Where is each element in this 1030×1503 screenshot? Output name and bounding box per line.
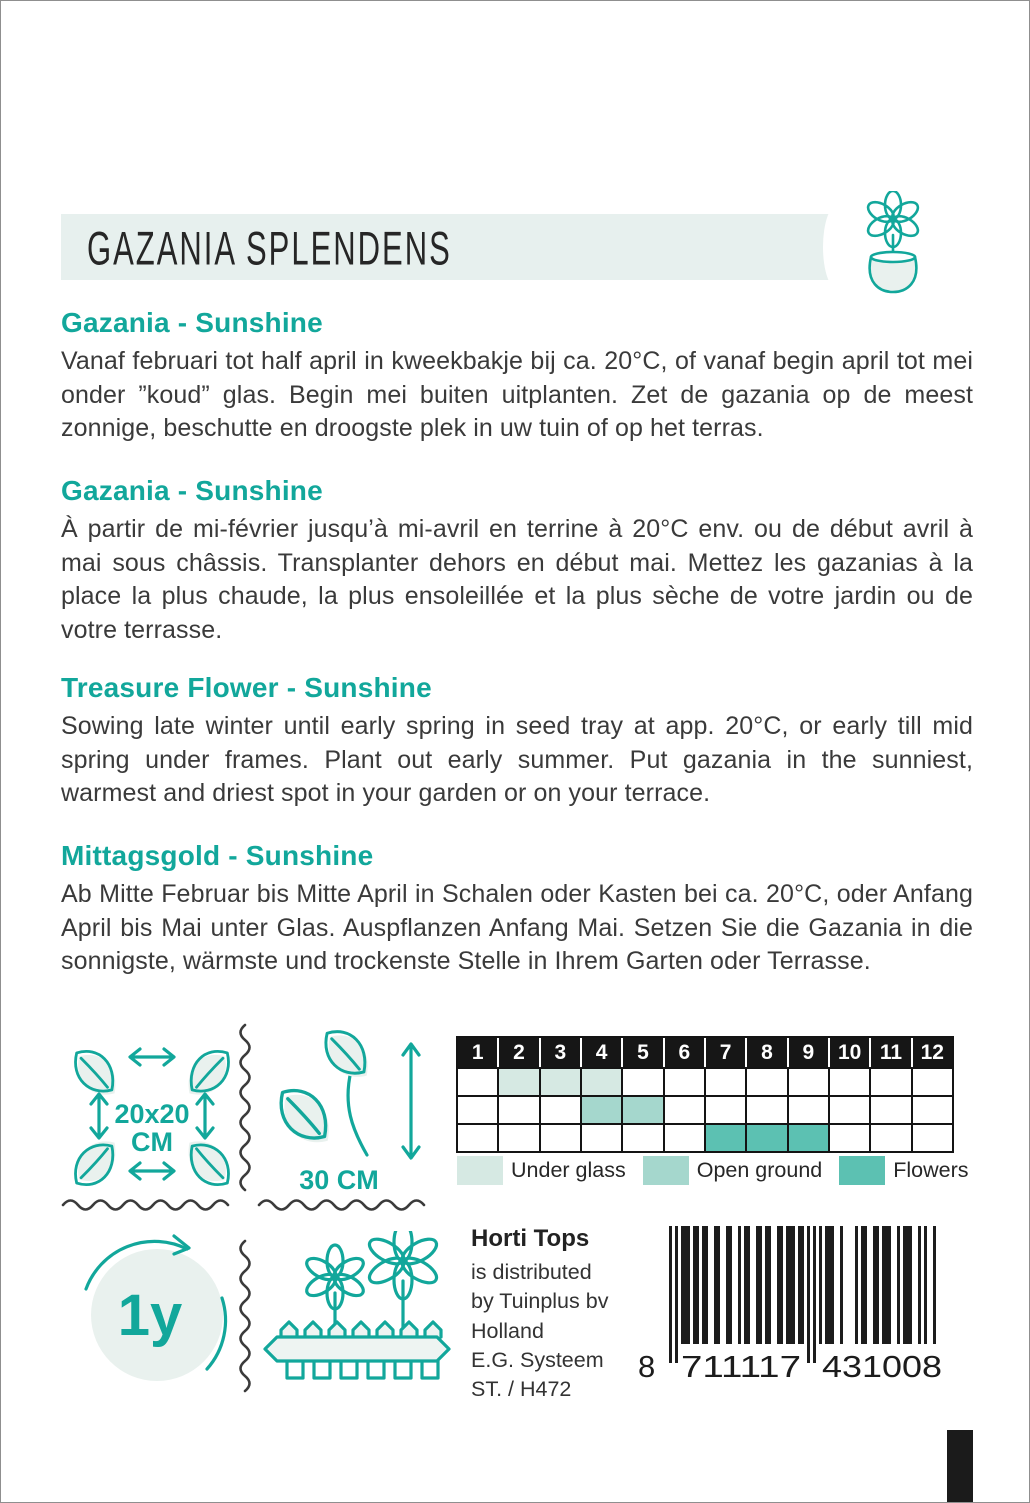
plant-spacing-icon (59, 1023, 245, 1195)
distributor-line: Holland (471, 1318, 544, 1343)
flowers-swatch (839, 1156, 885, 1185)
calendar-cell (621, 1125, 662, 1151)
legend-label: Open ground (696, 1158, 823, 1182)
section-fr (61, 475, 973, 647)
page-title: GAZANIA SPLENDENS (87, 222, 452, 276)
section-heading: Treasure Flower - Sunshine (61, 672, 432, 703)
legend-label: Flowers (893, 1158, 969, 1182)
calendar-cell (704, 1069, 745, 1095)
ean13-barcode (636, 1223, 966, 1385)
distributor-name: Horti Tops (471, 1225, 590, 1252)
calendar-cell (869, 1125, 910, 1151)
calendar-cell (539, 1069, 580, 1095)
month-header-cell: 3 (539, 1038, 580, 1067)
calendar-cell (828, 1125, 869, 1151)
month-header-cell: 12 (911, 1038, 952, 1067)
section-heading: Gazania - Sunshine (61, 475, 323, 506)
calendar-cell (580, 1125, 621, 1151)
open-ground-swatch (643, 1156, 689, 1185)
distributor-line: ST. / H472 (471, 1377, 572, 1402)
wavy-divider (237, 1023, 253, 1195)
section-nl (61, 307, 973, 446)
month-header-cell: 7 (704, 1038, 745, 1067)
distributor-line: E.G. Systeem (471, 1347, 604, 1372)
calendar-cell (787, 1069, 828, 1095)
calendar-cell (704, 1125, 745, 1151)
lifecycle-value-label: 1y (117, 1283, 183, 1348)
wavy-divider (237, 1239, 253, 1399)
distributor-line: by Tuinplus bv (471, 1289, 609, 1314)
svg-text:711117: 711117 (681, 1349, 801, 1384)
calendar-cell (580, 1069, 621, 1095)
section-de (61, 840, 973, 979)
calendar-cell (745, 1069, 786, 1095)
section-body: Ab Mitte Februar bis Mitte April in Schalen oder Kasten bei ca. 20°C, oder Anfang April bis Mai unter Glas. Auspflanzen Anfang Mai. Setzen Sie die Gazania in die sonnigste, wärmste und trockenste Stelle in Ihrem Garten oder Terrasse. (61, 880, 973, 975)
calendar-cell (621, 1069, 662, 1095)
month-header-cell: 10 (828, 1038, 869, 1067)
calendar-cell (663, 1097, 704, 1123)
calendar-cell (663, 1125, 704, 1151)
section-body: Vanaf februari tot half april in kweekbakje bij ca. 20°C, of vanaf begin april tot mei onder ”koud” glas. Begin mei buiten uitplanten. Zet de gazania op de meest zonnige, beschutte en droogste plek in uw tuin of op het terras. (61, 347, 973, 442)
month-header-cell: 5 (621, 1038, 662, 1067)
calendar-cell (704, 1097, 745, 1123)
month-header-cell: 9 (787, 1038, 828, 1067)
calendar-cell (911, 1069, 952, 1095)
calendar-cell (869, 1069, 910, 1095)
calendar-cell (539, 1125, 580, 1151)
calendar-cell (458, 1097, 497, 1123)
calendar-cell (497, 1097, 538, 1123)
calendar-cell (621, 1097, 662, 1123)
distributor-line: is distributed (471, 1260, 592, 1284)
height-value-label: 30 CM (299, 1165, 379, 1195)
legend-item-open-ground (643, 1156, 823, 1185)
calendar-cell (497, 1069, 538, 1095)
svg-text:8: 8 (638, 1349, 656, 1384)
section-body: Sowing late winter until early spring in seed tray at app. 20°C, or early till mid spring under frames. Plant out early summer. Put gazania in the sunniest, warmest and driest spot in your garden or on your terrace. (61, 712, 973, 807)
title-banner (61, 214, 837, 280)
calendar-cell (869, 1097, 910, 1123)
registration-mark (947, 1430, 973, 1503)
legend-item-flowers (839, 1156, 968, 1185)
spacing-value-label: 20x20 (114, 1099, 190, 1129)
month-header-cell: 6 (663, 1038, 704, 1067)
calendar-cell (787, 1125, 828, 1151)
calendar-cell (663, 1069, 704, 1095)
wavy-divider (61, 1197, 243, 1213)
plant-height-icon (259, 1023, 445, 1195)
calendar-cell (580, 1097, 621, 1123)
legend-item-under-glass (457, 1156, 626, 1185)
month-header-cell: 2 (497, 1038, 538, 1067)
calendar-legend (457, 1156, 969, 1185)
distributor-info (471, 1225, 656, 1404)
month-header-cell: 8 (745, 1038, 786, 1067)
wavy-divider (257, 1197, 439, 1213)
calendar-cell (828, 1097, 869, 1123)
svg-text:431008: 431008 (822, 1349, 942, 1384)
calendar-cell (539, 1097, 580, 1123)
annual-lifecycle-icon (61, 1221, 241, 1401)
section-heading: Mittagsgold - Sunshine (61, 840, 374, 871)
calendar-cell (828, 1069, 869, 1095)
calendar-cell (458, 1069, 497, 1095)
calendar-cell (458, 1125, 497, 1151)
flower-pot-icon (850, 191, 936, 295)
month-header-cell: 1 (458, 1038, 497, 1067)
section-body: À partir de mi-février jusqu’à mi-avril en terrine à 20°C env. ou de début avril à mai sous châssis. Transplanter dehors en début mai. Mettez les gazanias à la place la plus chaude, la plus ensoleillée et la plus sèche de votre jardin ou de votre terrasse. (61, 515, 973, 644)
section-heading: Gazania - Sunshine (61, 307, 323, 338)
section-en (61, 672, 973, 811)
calendar-cell (745, 1125, 786, 1151)
spacing-unit-label: CM (131, 1127, 173, 1157)
sowing-calendar-table (456, 1036, 954, 1153)
calendar-cell (911, 1097, 952, 1123)
calendar-cell (497, 1125, 538, 1151)
legend-label: Under glass (511, 1158, 626, 1182)
month-header-cell: 11 (869, 1038, 910, 1067)
calendar-cell (787, 1097, 828, 1123)
flowering-planter-icon (257, 1231, 457, 1399)
calendar-cell (745, 1097, 786, 1123)
under-glass-swatch (457, 1156, 503, 1185)
calendar-cell (911, 1125, 952, 1151)
month-header-cell: 4 (580, 1038, 621, 1067)
